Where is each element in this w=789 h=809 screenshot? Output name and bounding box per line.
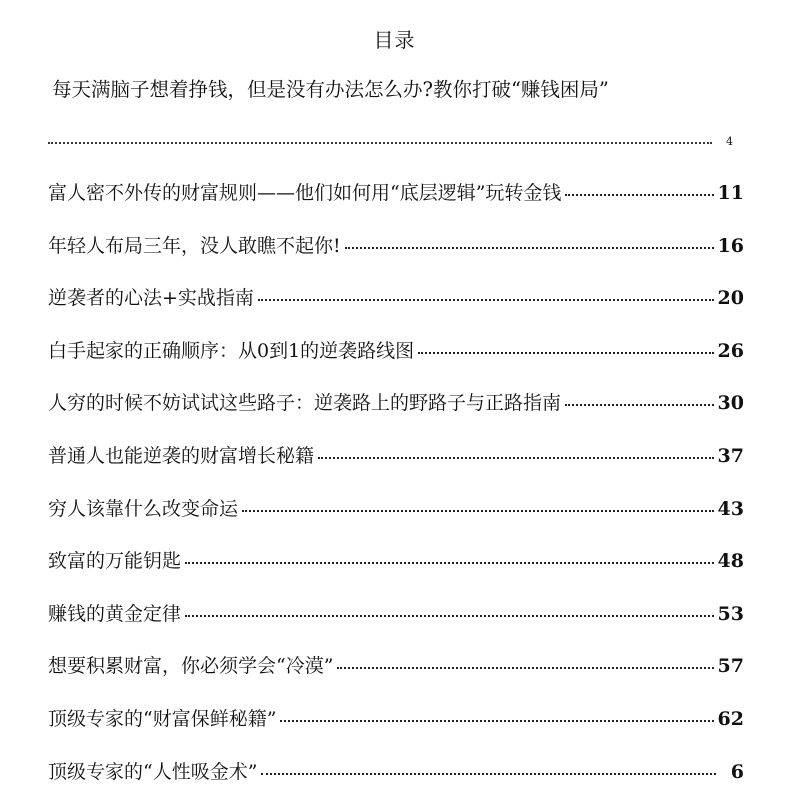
toc-entry-page-number: 20 [717,287,744,310]
toc-entry[interactable] [48,494,744,547]
dotted-leader [318,457,714,459]
dotted-leader [261,773,716,775]
toc-entry-label: 普通人也能逆袭的财富增长秘籍 [48,444,315,467]
toc-entry-label: 年轻人布局三年，没人敢瞧不起你! [48,234,341,257]
toc-entry-page-number: 53 [717,602,744,625]
toc-entry-page-number: 43 [717,497,744,520]
toc-entry-label: 富人密不外传的财富规则——他们如何用“底层逻辑”玩转金钱 [48,182,562,204]
toc-entry[interactable] [48,704,744,757]
dotted-leader [280,720,713,722]
toc-entry-label: 赚钱的黄金定律 [48,602,182,625]
toc-entry[interactable] [48,757,744,809]
toc-entry-page-number: 4 [726,135,733,148]
toc-entry-page-number: 30 [717,392,744,415]
dotted-leader [565,404,714,406]
toc-entry-label: 致富的万能钥匙 [48,550,182,573]
toc-entry-leader-row [48,136,748,152]
dotted-leader [242,510,714,512]
dotted-leader [418,352,713,354]
toc-entry-page-number: 26 [717,339,744,362]
toc-entry-label: 白手起家的正确顺序：从0到1的逆袭路线图 [48,339,415,362]
dotted-leader [337,667,713,669]
toc-entry-label[interactable]: 每天满脑子想着挣钱，但是没有办法怎么办?教你打破“赚钱困局” [52,78,609,101]
toc-entry[interactable] [48,231,744,284]
toc-list [48,178,744,809]
toc-entry-label: 人穷的时候不妨试试这些路子：逆袭路上的野路子与正路指南 [48,392,562,415]
toc-entry-page-number: 37 [717,444,744,467]
toc-entry-label: 穷人该靠什么改变命运 [48,497,239,520]
toc-entry[interactable] [48,441,744,494]
toc-entry[interactable] [48,283,744,336]
toc-entry[interactable] [48,546,744,599]
dotted-leader [565,194,713,196]
toc-entry-label: 想要积累财富，你必须学会“冷漠” [48,655,334,678]
dotted-leader [48,142,712,144]
dotted-leader [345,247,714,249]
toc-entry-label: 逆袭者的心法+实战指南 [48,287,254,310]
toc-entry-page-number: 48 [717,550,744,573]
toc-title: 目录 [373,28,416,52]
dotted-leader [185,615,714,617]
toc-entry-label: 顶级专家的“财富保鲜秘籍” [48,707,277,730]
toc-entry[interactable] [48,336,744,389]
toc-entry-page-number: 11 [717,182,744,204]
toc-entry[interactable] [48,178,744,231]
dotted-leader [185,562,714,564]
toc-entry-page-number: 6 [730,760,744,783]
toc-entry-page-number: 62 [717,707,744,730]
toc-entry-page-number: 16 [717,234,744,257]
toc-entry-label: 顶级专家的“人性吸金术” [48,760,258,783]
toc-entry[interactable] [48,388,744,441]
toc-entry[interactable] [48,651,744,704]
dotted-leader [258,299,714,301]
toc-entry-page-number: 57 [717,655,744,678]
toc-entry[interactable] [48,599,744,652]
